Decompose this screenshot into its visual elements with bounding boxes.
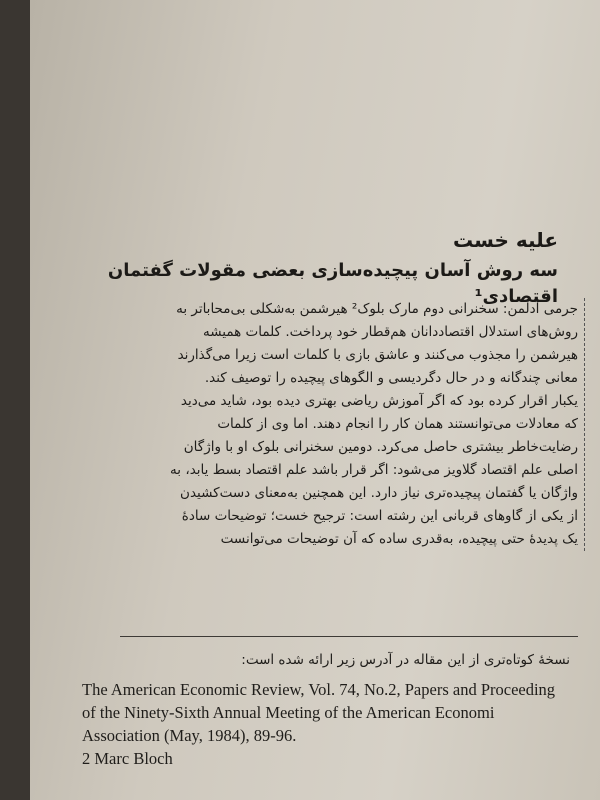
body-line: واژگان یا گفتمان پیچیده‌تری نیاز دارد. این همچنین به‌معنای دست‌کشیدن xyxy=(180,485,578,501)
body-line: هیرشمن را مجذوب می‌کنند و عاشق بازی با کلمات است زیرا می‌گذارند xyxy=(177,347,578,363)
footnote-intro: نسخهٔ کوتاه‌تری از این مقاله در آدرس زیر ارائه شده است: xyxy=(241,652,570,668)
footnote-divider xyxy=(120,636,578,637)
body-line: یکبار اقرار کرده بود که اگر آموزش ریاضی بهتری دیده بود، شاید می‌دید xyxy=(180,393,578,409)
body-line: رضایت‌خاطر بیشتری حاصل می‌کرد. دومین سخنرانی بلوک او با واژگان xyxy=(183,439,578,455)
body-line: جرمی آدلمن: سخنرانی دوم مارک بلوک² هیرشمن به‌شکلی بی‌محاباتر به xyxy=(176,301,578,317)
body-line: که معادلات می‌توانستند همان کار را انجام دهند. اما وی از کلمات xyxy=(217,416,578,432)
body-text xyxy=(94,298,585,551)
footnotes xyxy=(82,678,600,770)
body-line: یک پدیدهٔ حتی پیچیده، به‌قدری ساده که آن توضیحات می‌توانست xyxy=(220,531,578,547)
body-line: از یکی از گاوهای قربانی این رشته است: ترجیح خست؛ توضیحات سادهٔ xyxy=(181,508,578,524)
footnote-line: Association (May, 1984), 89-96. xyxy=(82,726,297,745)
body-line: اصلی علم اقتصاد گلاویز می‌شود: اگر قرار باشد علم اقتصاد بسط یابد، به xyxy=(170,462,578,478)
chapter-author: علیه خست xyxy=(452,228,558,252)
footnote-line: The American Economic Review, Vol. 74, No.2, Papers and Proceeding xyxy=(82,680,556,699)
body-line: روش‌های استدلال اقتصاددانان هم‌قطار خود پرداخت. کلمات همیشه xyxy=(202,324,578,340)
book-page xyxy=(30,0,600,800)
footnote-line: of the Ninety-Sixth Annual Meeting of the American Economi xyxy=(82,703,495,722)
footnote-line: 2 Marc Bloch xyxy=(82,749,173,768)
body-line: معانی چندگانه و در حال دگردیسی و الگوهای پیچیده را توصیف کند. xyxy=(204,370,578,386)
chapter-title: سه روش آسان پیچیده‌سازی بعضی مقولات گفتمان اقتصادی¹ xyxy=(107,260,558,307)
